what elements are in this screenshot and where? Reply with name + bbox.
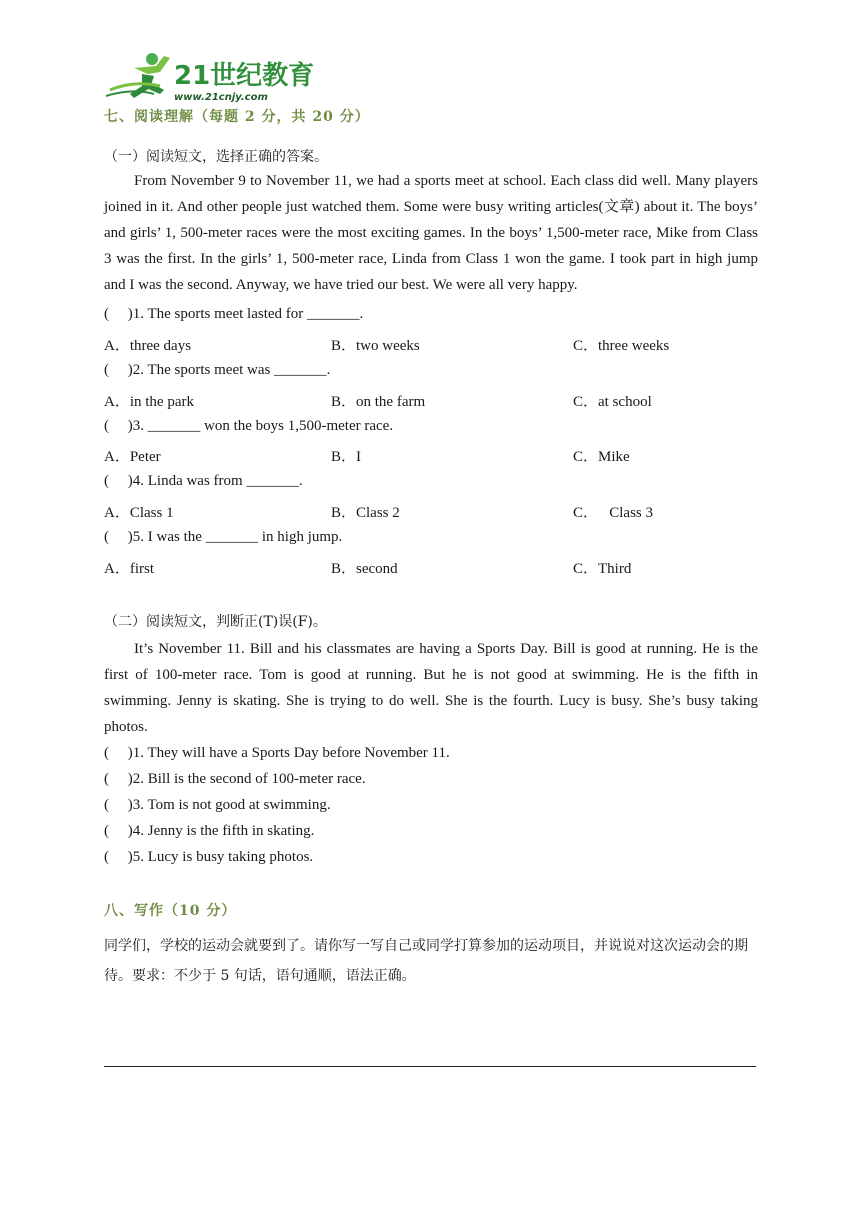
question-3: ( )3. _______ won the boys 1,500-meter race. bbox=[104, 418, 394, 434]
q2-option-b: B．on the farm bbox=[331, 394, 426, 410]
section-7-title: 七、阅读理解（每题 2 分，共 20 分） bbox=[104, 109, 370, 125]
q3-option-a: A．Peter bbox=[104, 449, 161, 465]
statement-4: ( )4. Jenny is the fifth in skating. bbox=[104, 823, 315, 839]
site-logo bbox=[104, 50, 324, 106]
q2-option-c: C．at school bbox=[573, 394, 652, 410]
q4-option-a: A．Class 1 bbox=[104, 505, 174, 521]
statement-5: ( )5. Lucy is busy taking photos. bbox=[104, 849, 314, 865]
statement-2: ( )2. Bill is the second of 100-meter race. bbox=[104, 771, 366, 787]
q5-option-a: A．first bbox=[104, 561, 154, 577]
statement-3: ( )3. Tom is not good at swimming. bbox=[104, 797, 331, 813]
part-2-instruction: （二）阅读短文，判断正(T)误(F)。 bbox=[104, 614, 327, 630]
q2-option-a: A．in the park bbox=[104, 394, 194, 410]
writing-prompt: 同学们，学校的运动会就要到了。请你写一写自己或同学打算参加的运动项目，并说说对这次运动会的期待。要求：不少于 5 句话，语句通顺，语法正确。 bbox=[104, 938, 748, 984]
q3-option-b: B．I bbox=[331, 449, 362, 465]
part-1-passage: From November 9 to November 11, we had a sports meet at school. Each class did well. Many players joined in it. And other people just watched them. Some were busy writing articles(文章) about it. The boys’ and girls’ 1, 500-meter races were the most exciting games. In the boys’ 1,500-meter race, Mike from Class 3 was the first. In the girls’ 1, 500-meter race, Linda from Class 1 won the game. I took part in high jump and I was the second. Anyway, we have tried our best. We were all very happy. bbox=[104, 173, 758, 293]
part-2-passage: It’s November 11. Bill and his classmates are having a Sports Day. Bill is good at running. He is the first of 100-meter race. Tom is good at running. But he is not good at swimming. He is the fifth in swimming. Jenny is skating. She is trying to do well. She is the fourth. Lucy is busy. She’s busy taking photos. bbox=[104, 641, 758, 735]
q1-option-b: B．two weeks bbox=[331, 338, 420, 354]
question-1: ( )1. The sports meet lasted for _______. bbox=[104, 306, 364, 322]
logo-brand-text: 21世纪教育 bbox=[174, 61, 315, 91]
writing-answer-line bbox=[104, 1066, 756, 1067]
q5-option-c: C．Third bbox=[573, 561, 632, 577]
q4-option-b: B．Class 2 bbox=[331, 505, 400, 521]
section-8-title: 八、写作（10 分） bbox=[104, 903, 237, 919]
logo-graphic bbox=[104, 50, 324, 106]
logo-url-text: www.21cnjy.com bbox=[174, 92, 268, 103]
q4-option-c: C． Class 3 bbox=[573, 505, 654, 521]
q1-option-c: C．three weeks bbox=[573, 338, 670, 354]
q3-option-c: C．Mike bbox=[573, 449, 630, 465]
q5-option-b: B．second bbox=[331, 561, 398, 577]
question-2: ( )2. The sports meet was _______. bbox=[104, 362, 331, 378]
statement-1: ( )1. They will have a Sports Day before November 11. bbox=[104, 745, 450, 761]
part-1-instruction: （一）阅读短文，选择正确的答案。 bbox=[104, 149, 328, 165]
q1-option-a: A．three days bbox=[104, 338, 192, 354]
question-5: ( )5. I was the _______ in high jump. bbox=[104, 529, 343, 545]
question-4: ( )4. Linda was from _______. bbox=[104, 473, 303, 489]
